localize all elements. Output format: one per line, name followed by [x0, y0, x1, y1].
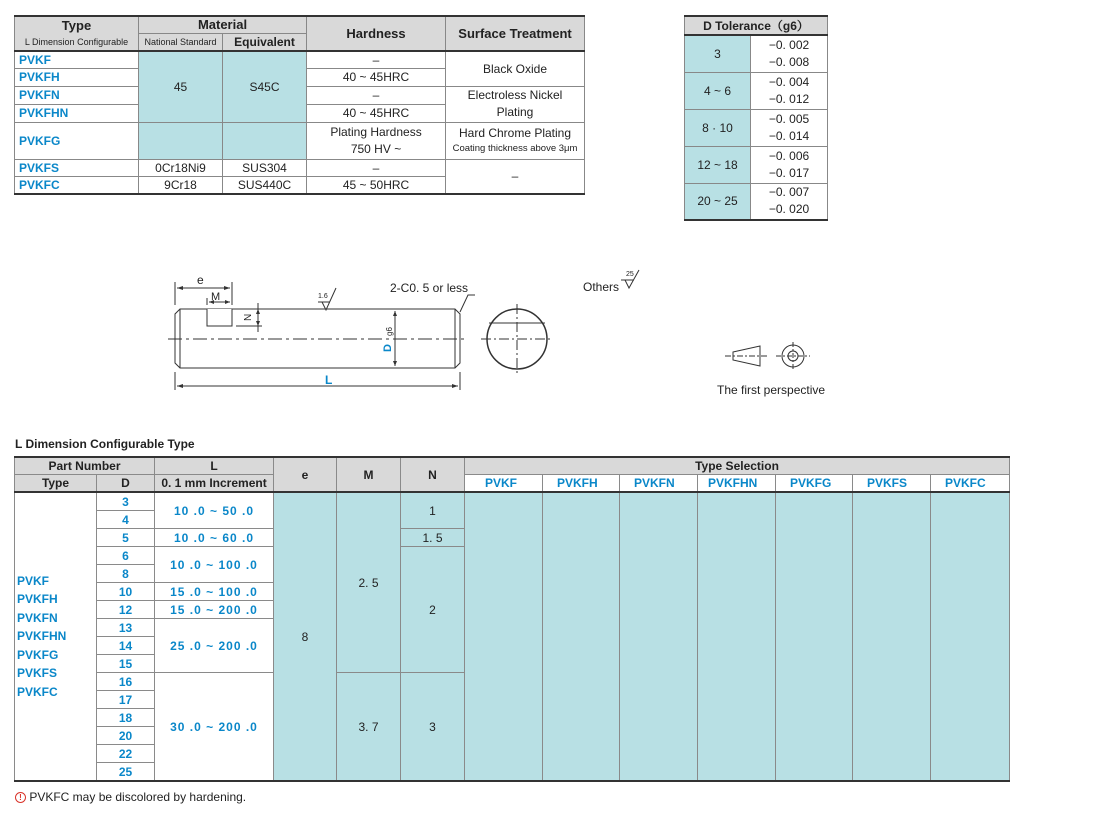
- main-table: [14, 456, 1010, 782]
- e-value: 8: [274, 492, 337, 781]
- tolerance-upper: −0. 002: [768, 37, 810, 52]
- type-pvkfc: PVKFC: [15, 176, 139, 194]
- hardness-pvkfg-line1: Plating Hardness: [330, 124, 422, 139]
- tolerance-row: [685, 109, 828, 146]
- d-value: 3: [97, 492, 155, 511]
- equivalent-s45c: S45C: [223, 51, 307, 122]
- type-col-pvkfn: PVKFN: [620, 474, 698, 492]
- tolerance-lower: −0. 008: [768, 54, 810, 69]
- type-col-pvkfg: PVKFG: [776, 474, 853, 492]
- header-hardness: Hardness: [307, 16, 446, 51]
- header-type: Type: [15, 474, 97, 492]
- tolerance-row: [685, 35, 828, 72]
- select-pvkfs[interactable]: [853, 492, 931, 781]
- type-col-pvkfhn: PVKFHN: [698, 474, 776, 492]
- dim-n: N: [243, 313, 254, 321]
- surface-hard-chrome: [446, 122, 585, 159]
- header-material: Material: [139, 16, 307, 33]
- others-label: Others: [583, 280, 620, 294]
- tolerance-upper: −0. 005: [768, 111, 810, 126]
- header-type: Type: [15, 16, 139, 33]
- surface-hard-chrome-line1: Hard Chrome Plating: [458, 125, 572, 140]
- n-value: 2: [401, 547, 465, 673]
- tolerance-row: [685, 72, 828, 109]
- tolerance-upper: −0. 007: [768, 185, 810, 200]
- surface-none: –: [446, 159, 585, 194]
- tolerance-d: 4 ~ 6: [685, 72, 751, 109]
- national-45: 45: [139, 51, 223, 122]
- d-value: 20: [97, 727, 155, 745]
- hardness-pvkfn: –: [307, 86, 446, 104]
- d-value: 18: [97, 709, 155, 727]
- d-value: 14: [97, 637, 155, 655]
- others-roughness-value: 25: [626, 271, 634, 278]
- tolerance-row: [685, 183, 828, 220]
- d-value: 13: [97, 619, 155, 637]
- select-pvkfc[interactable]: [931, 492, 1010, 781]
- dim-d: D: [382, 344, 394, 352]
- warning-icon: !: [15, 792, 26, 803]
- header-e: e: [274, 457, 337, 492]
- type-list-item: PVKFC: [17, 684, 58, 699]
- type-list: [15, 492, 97, 781]
- type-pvkfn: PVKFN: [15, 86, 139, 104]
- hardness-pvkfg-line2: 750 HV ~: [350, 141, 402, 156]
- type-list-item: PVKFHN: [17, 629, 67, 644]
- type-pvkfs: PVKFS: [15, 159, 139, 176]
- surface-electroless-nickel: [446, 86, 585, 122]
- n-value: 1: [401, 492, 465, 529]
- perspective-label: The first perspective: [717, 383, 826, 397]
- n-value: 3: [401, 673, 465, 782]
- select-pvkf[interactable]: [465, 492, 543, 781]
- tolerance-upper: −0. 006: [768, 148, 810, 163]
- equivalent-pvkfc: SUS440C: [223, 176, 307, 194]
- header-n: N: [401, 457, 465, 492]
- hardness-pvkfs: –: [307, 159, 446, 176]
- dim-m: M: [211, 291, 221, 303]
- roughness-value: 1.6: [318, 293, 328, 300]
- tolerance-d: 3: [685, 35, 751, 72]
- surface-electroless-nickel-text: Electroless Nickel Plating: [467, 88, 563, 119]
- tolerance-values: [751, 109, 828, 146]
- dim-e: e: [197, 273, 204, 287]
- dim-l: L: [325, 373, 333, 387]
- l-range: 25 .0 ~ 200 .0: [155, 619, 274, 673]
- hardness-pvkfhn: 40 ~ 45HRC: [307, 104, 446, 122]
- material-table: [14, 15, 585, 195]
- hardness-pvkfg: [307, 122, 446, 159]
- hardness-pvkfc: 45 ~ 50HRC: [307, 176, 446, 194]
- tolerance-row: [685, 146, 828, 183]
- header-l: L: [155, 457, 274, 474]
- footnote-text: PVKFC may be discolored by hardening.: [29, 790, 247, 804]
- tolerance-table: [684, 15, 828, 221]
- d-value: 5: [97, 529, 155, 547]
- d-value: 25: [97, 763, 155, 782]
- header-part-number: Part Number: [15, 457, 155, 474]
- chamfer-note: 2-C0. 5 or less: [390, 281, 469, 295]
- l-range: 10 .0 ~ 60 .0: [155, 529, 274, 547]
- header-national: National Standard: [139, 33, 223, 51]
- d-value: 17: [97, 691, 155, 709]
- type-pvkfg: PVKFG: [15, 122, 139, 159]
- header-l-increment: 0. 1 mm Increment: [155, 474, 274, 492]
- tolerance-header: D Tolerance（g6）: [685, 16, 828, 35]
- l-range: 15 .0 ~ 100 .0: [155, 583, 274, 601]
- section-title: L Dimension Configurable Type: [15, 437, 195, 451]
- surface-hard-chrome-line2: Coating thickness above 3μm: [452, 142, 578, 154]
- tolerance-values: [751, 183, 828, 220]
- type-list-item: PVKFS: [17, 666, 58, 681]
- footnote: [15, 790, 246, 804]
- d-value: 6: [97, 547, 155, 565]
- tolerance-values: [751, 72, 828, 109]
- pin-drawing: [0, 262, 840, 412]
- national-pvkfg: [139, 122, 223, 159]
- type-col-pvkf: PVKF: [465, 474, 543, 492]
- header-surface: Surface Treatment: [446, 16, 585, 51]
- equivalent-pvkfs: SUS304: [223, 159, 307, 176]
- l-range: 15 .0 ~ 200 .0: [155, 601, 274, 619]
- type-list-item: PVKFN: [17, 610, 58, 625]
- d-value: 8: [97, 565, 155, 583]
- slot-outline: [207, 309, 232, 326]
- d-value: 15: [97, 655, 155, 673]
- l-range: 10 .0 ~ 100 .0: [155, 547, 274, 583]
- tolerance-upper: −0. 004: [768, 74, 810, 89]
- type-list-item: PVKFG: [17, 647, 59, 662]
- d-value: 12: [97, 601, 155, 619]
- type-pvkfhn: PVKFHN: [15, 104, 139, 122]
- hardness-pvkfh: 40 ~ 45HRC: [307, 68, 446, 86]
- header-d: D: [97, 474, 155, 492]
- type-col-pvkfs: PVKFS: [853, 474, 931, 492]
- d-value: 16: [97, 673, 155, 691]
- d-value: 4: [97, 511, 155, 529]
- tolerance-values: [751, 146, 828, 183]
- d-value: 22: [97, 745, 155, 763]
- national-pvkfc: 9Cr18: [139, 176, 223, 194]
- national-pvkfs: 0Cr18Ni9: [139, 159, 223, 176]
- equivalent-pvkfg: [223, 122, 307, 159]
- tolerance-lower: −0. 020: [768, 202, 810, 217]
- l-range: 30 .0 ~ 200 .0: [155, 673, 274, 782]
- header-equivalent: Equivalent: [223, 33, 307, 51]
- n-value: 1. 5: [401, 529, 465, 547]
- hardness-pvkf: –: [307, 51, 446, 68]
- tolerance-d: 12 ~ 18: [685, 146, 751, 183]
- tolerance-lower: −0. 014: [768, 128, 810, 143]
- header-l-dim: L Dimension Configurable: [15, 33, 139, 51]
- type-list-item: PVKF: [17, 573, 50, 588]
- type-col-pvkfc: PVKFC: [931, 474, 1010, 492]
- select-pvkfh[interactable]: [543, 492, 620, 781]
- m-value: 2. 5: [337, 492, 401, 673]
- tolerance-d: 8 · 10: [685, 109, 751, 146]
- dim-d-g6: g6: [385, 327, 394, 336]
- surface-black-oxide: Black Oxide: [446, 51, 585, 86]
- tolerance-d: 20 ~ 25: [685, 183, 751, 220]
- select-pvkfn[interactable]: [620, 492, 698, 781]
- select-pvkfhn[interactable]: [698, 492, 776, 781]
- select-pvkfg[interactable]: [776, 492, 853, 781]
- d-value: 10: [97, 583, 155, 601]
- type-list-item: PVKFH: [17, 592, 58, 607]
- tolerance-values: [751, 35, 828, 72]
- type-col-pvkfh: PVKFH: [543, 474, 620, 492]
- m-value: 3. 7: [337, 673, 401, 782]
- type-pvkfh: PVKFH: [15, 68, 139, 86]
- type-pvkf: PVKF: [15, 51, 139, 68]
- tolerance-lower: −0. 012: [768, 91, 810, 106]
- tolerance-lower: −0. 017: [768, 165, 810, 180]
- header-type-selection: Type Selection: [465, 457, 1010, 474]
- header-m: M: [337, 457, 401, 492]
- l-range: 10 .0 ~ 50 .0: [155, 492, 274, 529]
